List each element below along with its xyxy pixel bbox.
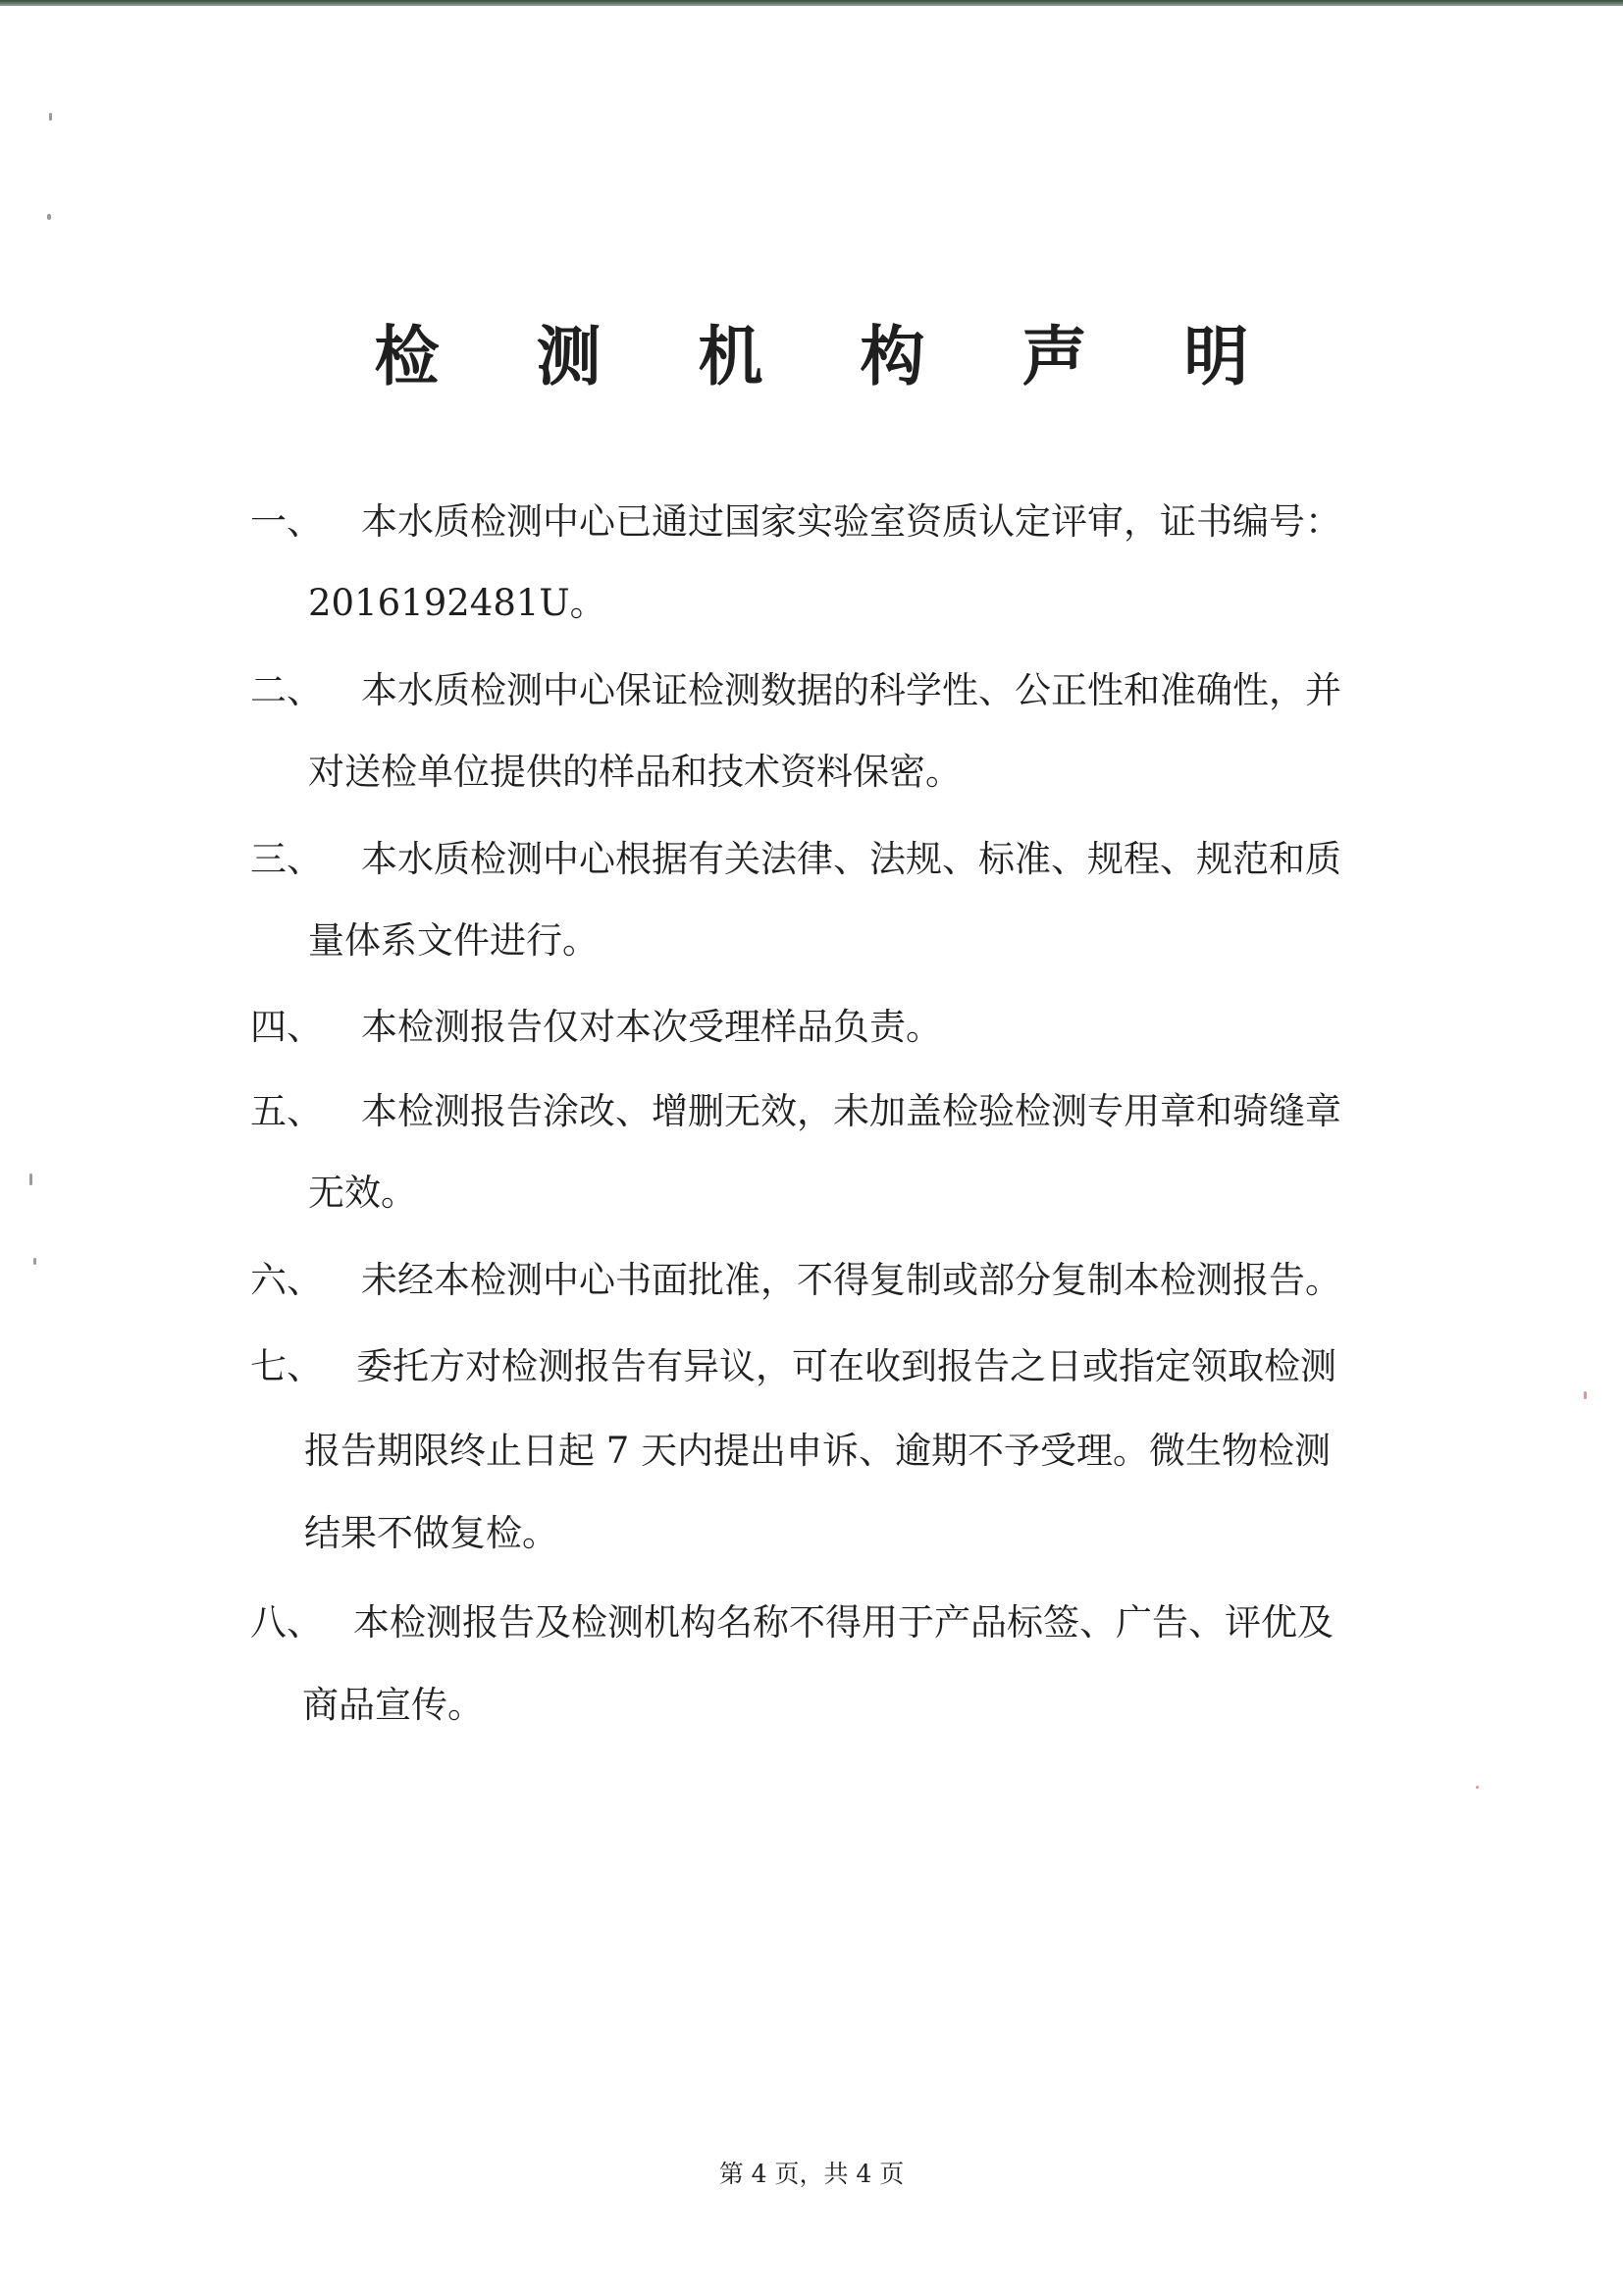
- clause-line: 无效。: [308, 1172, 417, 1214]
- clause-line: 委托方对检测报告有异议，可在收到报告之日或指定领取检测: [356, 1345, 1336, 1387]
- clause-number: 二、: [250, 669, 323, 711]
- clause-line: 本检测报告涂改、增删无效，未加盖检验检测专用章和骑缝章: [361, 1090, 1341, 1132]
- clause-line: 2016192481U。: [308, 582, 606, 624]
- clause-number: 三、: [250, 838, 323, 880]
- clause-line: 报告期限终止日起 7 天内提出申诉、逾期不予受理。微生物检测: [304, 1430, 1332, 1472]
- scan-speck: [29, 1174, 32, 1185]
- scan-speck: [1476, 1786, 1479, 1789]
- clause-line: 本水质检测中心已通过国家实验室资质认定评审，证书编号：: [361, 500, 1341, 543]
- clause-line: 本检测报告仅对本次受理样品负责。: [361, 1006, 942, 1048]
- clause-line: 未经本检测中心书面批准，不得复制或部分复制本检测报告。: [361, 1259, 1341, 1301]
- scan-speck: [1584, 1391, 1587, 1399]
- clause-number: 四、: [250, 1006, 323, 1048]
- clause-line: 结果不做复检。: [304, 1512, 558, 1554]
- clause-line: 本检测报告及检测机构名称不得用于产品标签、广告、评优及: [353, 1601, 1334, 1644]
- clause-line: 本水质检测中心保证检测数据的科学性、公正性和准确性，并: [361, 669, 1341, 711]
- clause-line: 商品宣传。: [302, 1684, 484, 1726]
- clause-number: 五、: [250, 1090, 323, 1132]
- clause-number: 一、: [250, 500, 323, 543]
- page-title: 检 测 机 构 声 明: [374, 318, 1286, 394]
- clause-line: 量体系文件进行。: [308, 919, 599, 962]
- clause-number: 七、: [250, 1345, 323, 1387]
- scan-top-edge: [0, 0, 1623, 6]
- scan-speck: [47, 214, 51, 220]
- clause-line: 本水质检测中心根据有关法律、法规、标准、规程、规范和质: [361, 838, 1341, 880]
- scan-speck: [33, 1258, 36, 1265]
- page-footer: 第 4 页，共 4 页: [718, 2160, 905, 2188]
- scan-speck: [49, 113, 52, 121]
- clause-number: 八、: [250, 1601, 323, 1644]
- clause-number: 六、: [250, 1259, 323, 1301]
- clause-line: 对送检单位提供的样品和技术资料保密。: [308, 751, 962, 793]
